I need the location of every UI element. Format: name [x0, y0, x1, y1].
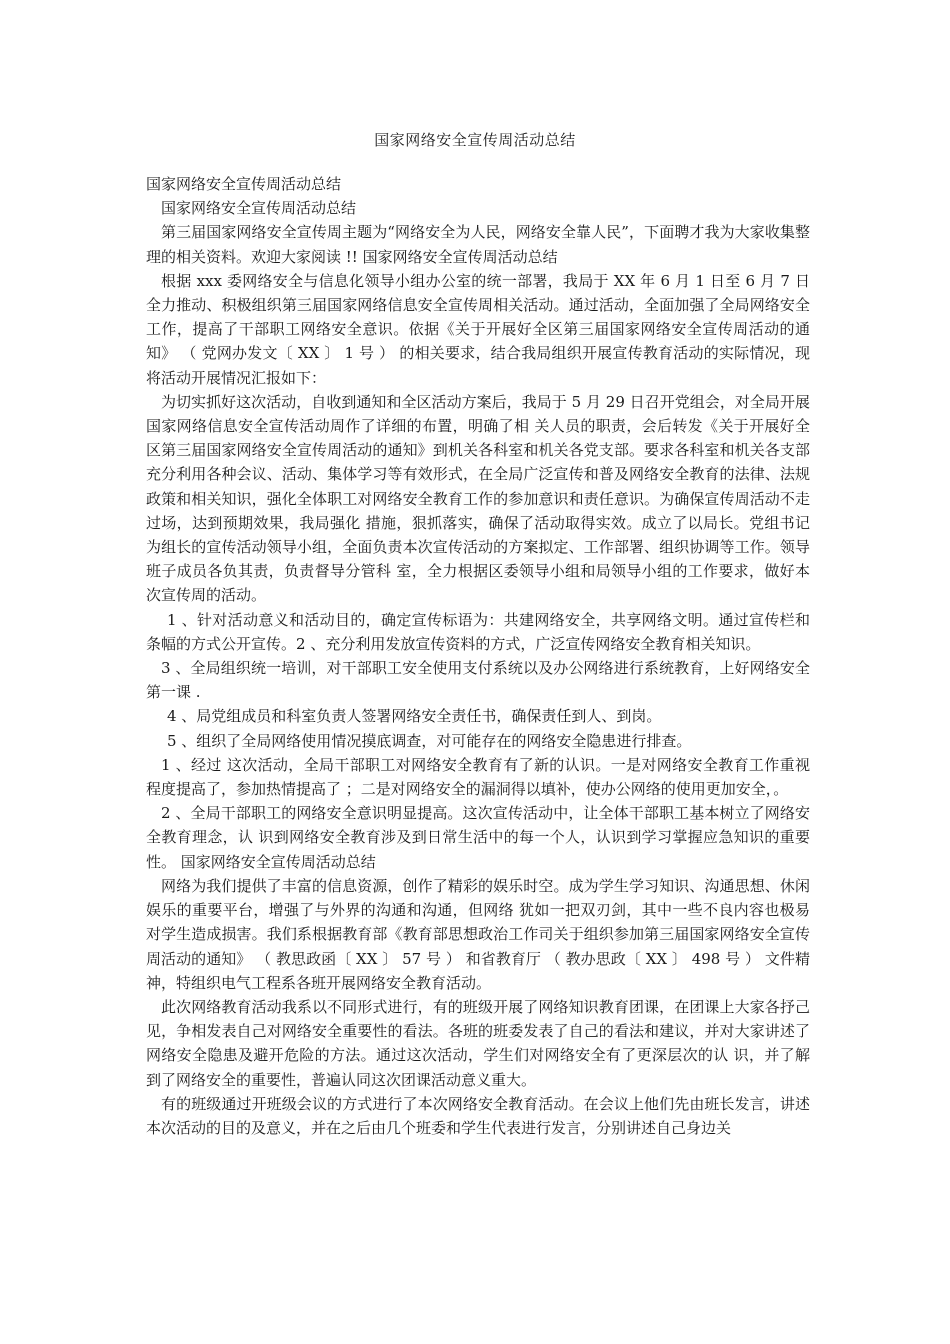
paragraph-item-3: 3 、全局组织统一培训，对干部职工安全使用支付系统以及办公网络进行系统教育，上好网络安全第一课 .: [146, 659, 810, 702]
paragraph-item-1-2: 1 、针对活动意义和活动目的，确定宣传标语为：共建网络安全，共享网络文明。通过宣传栏和条幅的方式公开宣传。2 、充分利用发放宣传资料的方式，广泛宣传网络安全教育相关知识。: [146, 610, 810, 653]
paragraph-item-4: 4 、局党组成员和科室负责人签署网络安全责任书，确保责任到人、到岗。: [167, 707, 662, 726]
paragraph-class-meeting: 有的班级通过开班级会议的方式进行了本次网络安全教育活动。在会议上他们先由班长发言，讲述本次活动的目的及意义，并在之后由几个班委和学生代表进行发言，分别讲述自己身边关: [146, 1094, 810, 1137]
paragraph-network-intro: 网络为我们提供了丰富的信息资源，创作了精彩的娱乐时空。成为学生学习知识、沟通思想、休闲娱乐的重要平台，增强了与外界的沟通和沟通，但网络 犹如一把双刃剑，其中一些不良内容也极易对学生造成损害。我们系根据教育部《教育部思想政治工作司关于组织参加第三届国家网络安全宣传周活动的通知》 （ 教思政函〔 XX 〕 57 号 ） 和省教育厅 （ 教办思政〔 XX 〕 498 号 ） 文件精神，特组织电气工程系各班开展网络安全教育活动。: [146, 876, 810, 992]
paragraph-subheading: 国家网络安全宣传周活动总结: [161, 199, 357, 218]
paragraph-organization: 为切实抓好这次活动，自收到通知和全区活动方案后，我局于 5 月 29 日召开党组会，对全局开展国家网络信息安全宣传活动周作了详细的布置，明确了相 关人员的职责，会后转发《关于开展好全区第三届国家网络安全宣传周活动的通知》到机关各科室和机关各党支部。要求各科室和机关各支部充分利用各种会议、活动、集体学习等有效形式，在全局广泛宣传和普及网络安全教育的法律、法规政策和相关知识，强化全体职工对网络安全教育工作的参加意识和责任意识。为确保宣传周活动不走过场，达到预期效果，我局强化 措施，狠抓落实，确保了活动取得实效。成立了以局长。党组书记为组长的宣传活动领导小组，全面负责本次宣传活动的方案拟定、工作部署、组织协调等工作。领导班子成员各负其责，负责督导分管科 室，全力根据区委领导小组和局领导小组的工作要求，做好本次宣传周的活动。: [146, 392, 810, 605]
document-title: 国家网络安全宣传周活动总结: [374, 131, 576, 149]
paragraph-result-2: 2 、全局干部职工的网络安全意识明显提高。这次宣传活动中，让全体干部职工基本树立了网络安全教育理念，认 识到网络安全教育涉及到日常生活中的每一个人，认识到学习掌握应急知识的重要性。 国家网络安全宣传周活动总结: [146, 804, 810, 871]
paragraph-result-1: 1 、经过 这次活动，全局干部职工对网络安全教育有了新的认识。一是对网络安全教育工作重视程度提高了，参加热情提高了 ；二是对网络安全的漏洞得以填补，使办公网络的使用更加安全，。: [146, 755, 810, 799]
paragraph-item-5: 5 、组织了全局网络使用情况摸底调查，对可能存在的网络安全隐患进行排查。: [167, 731, 692, 750]
paragraph-class-lecture: 此次网络教育活动我系以不同形式进行，有的班级开展了网络知识教育团课，在团课上大家各抒己见，争相发表自己对网络安全重要性的看法。各班的班委发表了自己的看法和建议，并对大家讲述了网络安全隐患及避开危险的方法。通过这次活动，学生们对网络安全有了更深层次的认 识，并了解到了网络安全的重要性，普遍认同这次团课活动意义重大。: [146, 997, 810, 1089]
paragraph-heading: 国家网络安全宣传周活动总结: [146, 175, 342, 193]
paragraph-background: 根据 xxx 委网络安全与信息化领导小组办公室的统一部署，我局于 XX 年 6 月 1 日至 6 月 7 日全力推动、积极组织第三届国家网络信息安全宣传周相关活动。通过活动，全面加强了全局网络安全工作，提高了干部职工网络安全意识。依据《关于开展好全区第三届国家网络安全宣传周活动的通知》 （ 党网办发文〔 XX 〕 1 号 ） 的相关要求，结合我局组织开展宣传教育活动的实际情况，现将活动开展情况汇报如下：: [146, 271, 810, 387]
paragraph-intro: 第三届国家网络安全宣传周主题为“网络安全为人民，网络安全靠人民”，下面聘才我为大家收集整理的相关资料。欢迎大家阅读 !! 国家网络安全宣传周活动总结: [146, 223, 810, 266]
document-body: [146, 172, 810, 1140]
